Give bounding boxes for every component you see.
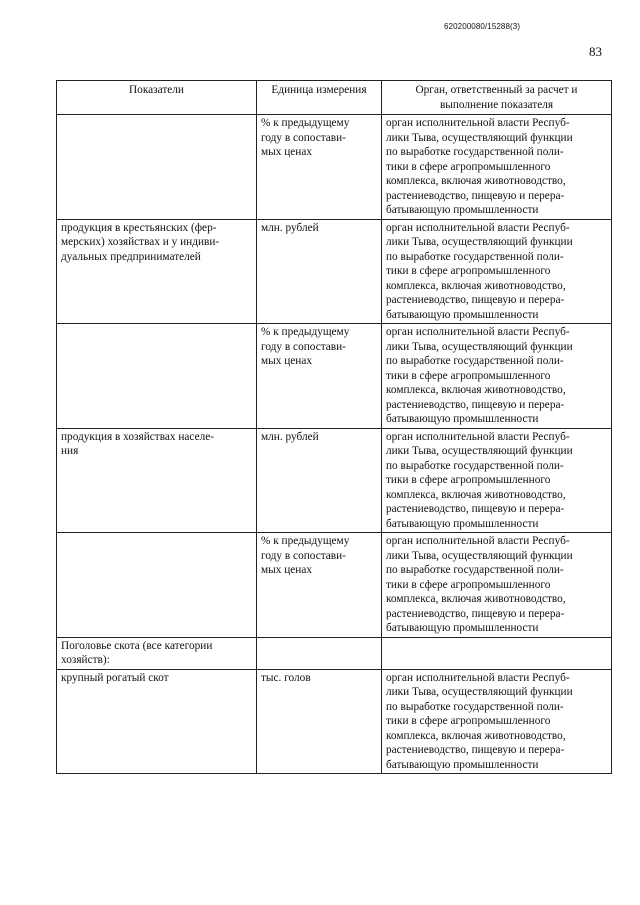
table-header-row	[57, 81, 612, 115]
document-code: 620200080/15288(3)	[444, 22, 521, 31]
table-row	[57, 669, 612, 774]
column-header-indicator: Показатели	[57, 81, 257, 115]
column-header-organ: Орган, ответственный за расчет и выполнение показателя	[382, 81, 612, 115]
column-header-unit: Единица измерения	[257, 81, 382, 115]
indicator-cell: продукция в крестьянских (фер- мерских) хозяйствах и у индиви- дуальных предпринимателей	[57, 219, 257, 324]
organ-cell	[382, 637, 612, 669]
organ-cell: орган исполнительной власти Респуб- лики Тыва, осуществляющий функции по выработке государственной поли- тики в сфере агропромышленного комплекса, включая животноводство, растениеводство, пищевую и перера- батывающую промышленности	[382, 669, 612, 774]
indicator-cell: крупный рогатый скот	[57, 669, 257, 774]
indicator-cell	[57, 324, 257, 429]
organ-cell: орган исполнительной власти Респуб- лики Тыва, осуществляющий функции по выработке государственной поли- тики в сфере агропромышленного комплекса, включая животноводство, растениеводство, пищевую и перера- батывающую промышленности	[382, 428, 612, 533]
indicators-table	[56, 80, 612, 774]
unit-cell: млн. рублей	[257, 219, 382, 324]
unit-cell: млн. рублей	[257, 428, 382, 533]
organ-cell: орган исполнительной власти Респуб- лики Тыва, осуществляющий функции по выработке государственной поли- тики в сфере агропромышленного комплекса, включая животноводство, растениеводство, пищевую и перера- батывающую промышленности	[382, 533, 612, 638]
page-number: 83	[589, 44, 602, 59]
unit-cell: тыс. голов	[257, 669, 382, 774]
table-row	[57, 533, 612, 638]
table-row	[57, 428, 612, 533]
indicator-cell: Поголовье скота (все категории хозяйств):	[57, 637, 257, 669]
table-row	[57, 637, 612, 669]
organ-cell: орган исполнительной власти Респуб- лики Тыва, осуществляющий функции по выработке государственной поли- тики в сфере агропромышленного комплекса, включая животноводство, растениеводство, пищевую и перера- батывающую промышленности	[382, 324, 612, 429]
table-row	[57, 115, 612, 220]
table-row	[57, 219, 612, 324]
unit-cell: % к предыдущему году в сопостави- мых ценах	[257, 324, 382, 429]
organ-cell: орган исполнительной власти Респуб- лики Тыва, осуществляющий функции по выработке государственной поли- тики в сфере агропромышленного комплекса, включая животноводство, растениеводство, пищевую и перера- батывающую промышленности	[382, 115, 612, 220]
table-row	[57, 324, 612, 429]
organ-cell: орган исполнительной власти Респуб- лики Тыва, осуществляющий функции по выработке государственной поли- тики в сфере агропромышленного комплекса, включая животноводство, растениеводство, пищевую и перера- батывающую промышленности	[382, 219, 612, 324]
indicator-cell	[57, 115, 257, 220]
unit-cell: % к предыдущему году в сопостави- мых ценах	[257, 533, 382, 638]
unit-cell: % к предыдущему году в сопостави- мых ценах	[257, 115, 382, 220]
indicator-cell: продукция в хозяйствах населе- ния	[57, 428, 257, 533]
unit-cell	[257, 637, 382, 669]
indicator-cell	[57, 533, 257, 638]
